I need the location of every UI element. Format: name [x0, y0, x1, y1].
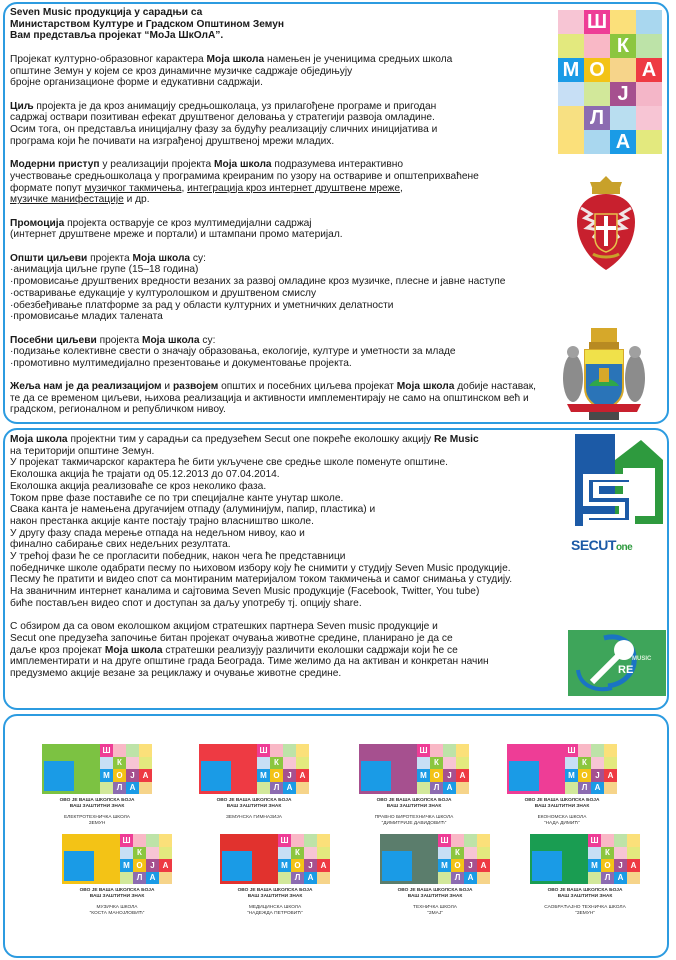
badge-mosaic-tile: А	[604, 769, 617, 782]
badge-card	[507, 744, 617, 794]
badge-mosaic-tile	[146, 834, 159, 847]
logo-letter: Ј	[610, 82, 636, 106]
logo-tile	[636, 82, 662, 106]
general-goal-item: ·промовисање младих талената	[10, 311, 163, 323]
badge-mosaic-tile	[159, 872, 172, 885]
badge-mosaic-tile	[464, 847, 477, 860]
badge-mosaic-tile: А	[283, 782, 296, 795]
link-social-integration[interactable]: интеграција кроз интернет друштвене мреже	[187, 182, 401, 194]
badge-mosaic-tile	[296, 744, 309, 757]
badge-mosaic-tile: О	[601, 859, 614, 872]
badge-mosaic-tile: О	[133, 859, 146, 872]
closing-line: Secut one предузећа започиње битан пројекат очувања животне средине, планирано је да се	[10, 632, 453, 644]
school-badge	[35, 744, 159, 827]
badge-card	[530, 834, 640, 884]
badge-mosaic-tile	[317, 834, 330, 847]
re-music-line: финално сабирање свих недељних резултата.	[10, 539, 231, 551]
badge-mosaic-tile	[604, 782, 617, 795]
promo-line-2: (интернет друштвене мреже и портали) и штампани промо материјал.	[10, 229, 343, 241]
re-music-line: Еколошка акција реализоваће се кроз неколико фаза.	[10, 480, 267, 492]
project-intro-panel	[3, 2, 669, 424]
badge-mosaic-tile: Л	[113, 782, 126, 795]
secut-wordmark: SECUTone	[571, 537, 633, 553]
badge-mosaic-tile: М	[417, 769, 430, 782]
closing-line: предузмемо акције везане за рециклажу и очување животне средине.	[10, 668, 342, 680]
badge-mosaic-tile: М	[120, 859, 133, 872]
badge-mosaic-tile: М	[565, 769, 578, 782]
badge-mosaic-tile	[591, 757, 604, 770]
badge-caption: ОВО ЈЕ ВАША ШКОЛСКА БОЈА ВАШ ЗАШТИТНИ ЗНАК	[237, 888, 313, 899]
badge-mosaic-tile	[578, 744, 591, 757]
badge-mosaic-tile: К	[133, 847, 146, 860]
badge-mosaic-tile: Ј	[591, 769, 604, 782]
logo-letter: О	[584, 58, 610, 82]
badge-mosaic	[438, 834, 490, 884]
badge-mosaic-tile	[456, 782, 469, 795]
serbia-coat-of-arms-icon	[573, 174, 639, 274]
logo-tile	[584, 34, 610, 58]
badge-blue-square	[222, 851, 252, 881]
badge-mosaic-tile: О	[430, 769, 443, 782]
para1-line-2: општине Земун у којем се кроз динамичне музичке садржаје обједињују	[10, 65, 353, 77]
badge-mosaic-tile: Л	[430, 782, 443, 795]
closing-line: имплементирати и на друге општине града Београда. Тиме желимо да на активан и конкретан начин	[10, 656, 489, 668]
badge-blue-square	[201, 761, 231, 791]
badge-mosaic-tile	[296, 782, 309, 795]
intro-line-2: Министарством Културе и Градском Општином Земун	[10, 18, 285, 30]
school-badge	[192, 744, 316, 821]
badge-mosaic-tile: М	[278, 859, 291, 872]
badge-mosaic-tile	[270, 744, 283, 757]
badge-mosaic-tile: К	[578, 757, 591, 770]
school-badge	[352, 744, 476, 827]
badge-mosaic-tile	[159, 847, 172, 860]
badge-mosaic-tile: Л	[601, 872, 614, 885]
badge-mosaic-tile: К	[451, 847, 464, 860]
badge-mosaic-tile	[317, 847, 330, 860]
badge-mosaic-tile: Ш	[278, 834, 291, 847]
badge-mosaic-tile: Ј	[283, 769, 296, 782]
badge-mosaic-tile: Ј	[146, 859, 159, 872]
badge-mosaic-tile: Л	[578, 782, 591, 795]
re-music-line: На званичним интернет каналима и сајтовима Seven Music продукције (Facebook, Twitter, You tube)	[10, 586, 480, 598]
logo-tile	[636, 10, 662, 34]
logo-letter: А	[636, 58, 662, 82]
goal-line-4: програма који ће почивати на изграђеној друштвеној мрежи младих.	[10, 135, 335, 147]
badge-mosaic-tile: Ш	[257, 744, 270, 757]
badge-mosaic	[100, 744, 152, 794]
badge-mosaic	[257, 744, 309, 794]
badge-mosaic-tile: О	[451, 859, 464, 872]
badge-caption: ОВО ЈЕ ВАША ШКОЛСКА БОЈА ВАШ ЗАШТИТНИ ЗНАК	[59, 798, 135, 809]
badge-mosaic	[565, 744, 617, 794]
badge-mosaic-tile	[477, 847, 490, 860]
badge-mosaic-tile	[139, 757, 152, 770]
badge-mosaic-tile	[146, 847, 159, 860]
badge-mosaic-tile: М	[588, 859, 601, 872]
badge-caption: ОВО ЈЕ ВАША ШКОЛСКА БОЈА ВАШ ЗАШТИТНИ ЗНАК	[547, 888, 623, 899]
logo-tile	[610, 106, 636, 130]
secut-one-logo	[571, 434, 663, 556]
badge-mosaic-tile: О	[578, 769, 591, 782]
goal-line-3: Осим тога, он представља иницијалну фазу за будућу реализацију сличних иницијатива и	[10, 124, 438, 135]
logo-tile	[610, 10, 636, 34]
badge-mosaic-tile	[120, 872, 133, 885]
badge-mosaic-tile: Ј	[304, 859, 317, 872]
badge-mosaic-tile	[257, 757, 270, 770]
re-music-line: биће постављен видео спот и доступан за даљу употребу тј. опцију share.	[10, 597, 362, 609]
badge-mosaic-tile: Ј	[443, 769, 456, 782]
badge-mosaic-tile: Ш	[588, 834, 601, 847]
badge-mosaic-tile: А	[126, 782, 139, 795]
badge-mosaic-tile	[438, 872, 451, 885]
re-music-panel	[3, 428, 669, 710]
badge-blue-square	[509, 761, 539, 791]
modern-line-2: учествовање средњошколаца у програмима креираним по узору на оствариве и општеприхваћене	[10, 170, 479, 182]
badge-mosaic-tile: А	[296, 769, 309, 782]
re-music-line: У другу фазу спада мерење отпада на недељном нивоу, као и	[10, 527, 305, 539]
goal-line-2: садржај оствари позитиван ефекат друштвеног деловања у стратегији развоја омладине.	[10, 112, 435, 124]
badge-mosaic-tile	[456, 757, 469, 770]
badge-school-name: САОБРАЋАЈНО ТЕХНИЧКА ШКОЛА “ЗЕМУН”	[544, 905, 626, 916]
badge-mosaic-tile	[477, 872, 490, 885]
link-music-manifestations[interactable]: музичке манифестације	[10, 194, 124, 206]
school-badge	[213, 834, 337, 917]
badge-mosaic-tile	[565, 782, 578, 795]
re-music-line: Свака канта је намењена другачијем отпаду (алуминијум, папир, пластика) и	[10, 504, 376, 516]
badge-school-name: ТЕХНИЧКА ШКОЛА “ЗМАЈ”	[413, 905, 457, 916]
badge-mosaic-tile	[591, 744, 604, 757]
secut-building-icon	[571, 434, 663, 530]
promo-line-1: Промоција пројекта остварује се кроз мултимедијални садржај	[10, 217, 312, 229]
school-badge	[55, 834, 179, 917]
badge-mosaic-tile: Ш	[438, 834, 451, 847]
logo-letter: Ш	[584, 10, 610, 34]
logo-letter: А	[610, 130, 636, 154]
badge-mosaic-tile	[443, 757, 456, 770]
badge-school-name: ПРАВНО БИРОТЕХНИЧКА ШКОЛА “ДИМИТРИЈЕ ДАВИДОВИЋ”	[374, 815, 454, 826]
badge-mosaic-tile: А	[591, 782, 604, 795]
badge-mosaic-tile: А	[317, 859, 330, 872]
special-goal-item: ·подизање колективне свести о значају образовања, екологије, културе и уметности за младе	[10, 346, 456, 358]
badge-mosaic-tile	[417, 782, 430, 795]
re-music-line: на територији општине Земун.	[10, 445, 155, 457]
badge-mosaic-tile	[283, 757, 296, 770]
microphone-icon	[568, 630, 666, 696]
wish-line-1: Жеља нам је да реализацијом и развојем општих и посебних циљева пројекат Моја школа добије наставак,	[10, 381, 536, 392]
logo-tile	[636, 130, 662, 154]
general-goals-heading: Општи циљеви пројекта Моја школа су:	[10, 252, 206, 264]
badge-mosaic-tile	[627, 834, 640, 847]
badge-mosaic-tile: Ш	[417, 744, 430, 757]
badge-mosaic-tile: А	[304, 872, 317, 885]
badge-mosaic-tile	[477, 834, 490, 847]
badge-blue-square	[44, 761, 74, 791]
badge-mosaic-tile: О	[113, 769, 126, 782]
re-music-line: након престанка акције канте постају трајно власништво школе.	[10, 515, 314, 527]
badge-mosaic-tile: К	[430, 757, 443, 770]
re-music-line-1: Моја школа пројектни тим у сарадњи са предузећем Secut one покреће еколошку акцију Re Music	[10, 434, 479, 445]
badge-mosaic-tile: Л	[270, 782, 283, 795]
badge-mosaic	[120, 834, 172, 884]
badge-mosaic-tile	[438, 847, 451, 860]
logo-letter: К	[610, 34, 636, 58]
badge-mosaic-tile	[126, 757, 139, 770]
badge-mosaic-tile: А	[627, 859, 640, 872]
intro-line-3: Вам представља пројекат “МоЈа ШкОлА”.	[10, 30, 224, 42]
badge-mosaic-tile: А	[139, 769, 152, 782]
badge-mosaic-tile	[430, 744, 443, 757]
badge-mosaic-tile	[133, 834, 146, 847]
badge-card	[62, 834, 172, 884]
re-music-re-label: RE	[618, 664, 634, 676]
badge-mosaic-tile	[627, 872, 640, 885]
re-music-line: Песму ће пратити и видео спот са монтираним материјалом током такмичења и самог снимања у студију.	[10, 574, 513, 586]
logo-tile	[584, 130, 610, 154]
badge-mosaic-tile	[601, 834, 614, 847]
wish-line-3: градском, регионалном и републичком нивоу.	[10, 404, 226, 416]
badge-mosaic-tile	[604, 744, 617, 757]
badge-mosaic-tile	[278, 872, 291, 885]
school-badge	[373, 834, 497, 917]
zemun-coat-of-arms-icon	[561, 326, 647, 422]
logo-letter: М	[558, 58, 584, 82]
badge-mosaic-tile	[443, 744, 456, 757]
badge-mosaic-tile	[588, 847, 601, 860]
badge-mosaic-tile: Ш	[100, 744, 113, 757]
badge-mosaic-tile	[257, 782, 270, 795]
badge-mosaic-tile	[139, 782, 152, 795]
badge-mosaic-tile: М	[438, 859, 451, 872]
logo-letter: Л	[584, 106, 610, 130]
moja-skola-logo	[558, 10, 662, 154]
badge-mosaic-tile: Л	[133, 872, 146, 885]
school-badges-panel	[3, 714, 669, 958]
general-goal-item: ·обезбеђивање платформе за рад у области културних и уметничких делатности	[10, 299, 394, 311]
school-badge	[500, 744, 624, 827]
re-music-line: победничке школе одабрати песму по њиховом избору коју ће снимити у студију Seven Music продукције.	[10, 562, 511, 574]
badge-mosaic	[588, 834, 640, 884]
badge-blue-square	[64, 851, 94, 881]
badge-mosaic-tile: О	[270, 769, 283, 782]
logo-tile	[584, 82, 610, 106]
special-goal-item: ·промотивно мултимедијално презентовање и документовање пројекта.	[10, 358, 352, 369]
re-music-line: Еколошка акција ће трајати од 05.12.2013 до 07.04.2014.	[10, 469, 280, 481]
badge-mosaic	[417, 744, 469, 794]
badge-mosaic-tile	[100, 757, 113, 770]
re-music-logo	[568, 630, 666, 696]
badge-mosaic-tile	[604, 757, 617, 770]
badge-school-name: МЕДИЦИНСКА ШКОЛА “НАДЕЖДА ПЕТРОВИЋ”	[247, 905, 303, 916]
badge-mosaic-tile: А	[159, 859, 172, 872]
badge-caption: ОВО ЈЕ ВАША ШКОЛСКА БОЈА ВАШ ЗАШТИТНИ ЗНАК	[216, 798, 292, 809]
badge-mosaic-tile: А	[477, 859, 490, 872]
badge-mosaic-tile	[627, 847, 640, 860]
badge-card	[199, 744, 309, 794]
badge-card	[42, 744, 152, 794]
badge-mosaic-tile: Ј	[126, 769, 139, 782]
badge-mosaic-tile: К	[601, 847, 614, 860]
re-music-line: У пројекат такмичарског карактера ће бити укључене све средње школе поменуте општине.	[10, 457, 448, 469]
badge-mosaic-tile	[283, 744, 296, 757]
badge-mosaic-tile: М	[100, 769, 113, 782]
general-goal-item: ·анимација циљне групе (15–18 година)	[10, 264, 199, 276]
special-goals-heading: Посебни циљеви пројекта Моја школа су:	[10, 334, 216, 346]
badge-mosaic-tile	[614, 834, 627, 847]
logo-tile	[636, 106, 662, 130]
badge-mosaic-tile: А	[456, 769, 469, 782]
closing-line: С обзиром да са овом еколошком акцијом стратешких партнера Seven music продукције и	[10, 621, 438, 633]
badge-mosaic-tile	[120, 847, 133, 860]
wish-line-2: те да се временом циљеви, њихова реализација и активности имплементирају не само на општинском већ и	[10, 392, 529, 404]
badge-school-name: МУЗИЧКА ШКОЛА “КОСТА МАНОЈЛОВИЋ”	[89, 905, 145, 916]
para1-line-3: бројне организационе форме и едукативни садржаји.	[10, 77, 263, 89]
badge-mosaic-tile	[565, 757, 578, 770]
goal-line-1: Циљ пројекта је да кроз анимацију средњошколаца, уз прилагођене програме и пригодан	[10, 100, 437, 112]
general-goal-item: ·остваривање едукације у културолошком и друштвеном смислу	[10, 287, 317, 299]
badge-mosaic-tile: К	[113, 757, 126, 770]
badge-school-name: ЗЕМУНСКА ГИМНАЗИЈА	[226, 815, 282, 820]
badge-card	[359, 744, 469, 794]
re-music-text	[10, 434, 580, 680]
badge-mosaic-tile	[417, 757, 430, 770]
badge-mosaic-tile: А	[146, 872, 159, 885]
badge-mosaic-tile: Ш	[120, 834, 133, 847]
badge-mosaic-tile	[451, 834, 464, 847]
badge-mosaic-tile	[304, 847, 317, 860]
badge-caption: ОВО ЈЕ ВАША ШКОЛСКА БОЈА ВАШ ЗАШТИТНИ ЗНАК	[397, 888, 473, 899]
logo-tile	[558, 10, 584, 34]
re-music-line: Током прве фазе поставиће се по три специјалне канте унутар школе.	[10, 492, 344, 504]
badge-mosaic-tile	[100, 782, 113, 795]
badge-mosaic-tile	[296, 757, 309, 770]
intro-text	[10, 7, 550, 381]
school-badge	[523, 834, 647, 917]
badge-mosaic-tile: А	[443, 782, 456, 795]
badge-mosaic-tile: Л	[451, 872, 464, 885]
badge-blue-square	[382, 851, 412, 881]
closing-line: даље кроз пројекат Моја школа стратешки реализују различити еколошки садржаји који ће се	[10, 644, 458, 656]
badge-mosaic-tile: К	[270, 757, 283, 770]
badge-school-name: ЕЛЕКТРОТЕХНИЧКА ШКОЛА ЗЕМУН	[63, 815, 131, 826]
badge-caption: ОВО ЈЕ ВАША ШКОЛСКА БОЈА ВАШ ЗАШТИТНИ ЗНАК	[376, 798, 452, 809]
badge-card	[380, 834, 490, 884]
badge-mosaic-tile: К	[291, 847, 304, 860]
badge-mosaic-tile: А	[614, 872, 627, 885]
badge-mosaic-tile: Ш	[565, 744, 578, 757]
link-music-competition[interactable]: музичког такмичења	[84, 182, 182, 194]
badge-mosaic-tile	[126, 744, 139, 757]
badge-mosaic-tile	[291, 834, 304, 847]
badge-mosaic-tile: Л	[291, 872, 304, 885]
badge-mosaic-tile	[464, 834, 477, 847]
badge-school-name: ЕКОНОМСКА ШКОЛА “НАДА ДИМИЋ”	[537, 815, 587, 826]
logo-tile	[558, 34, 584, 58]
re-music-line: У трећој фази ће се прогласити победник, након чега ће представници	[10, 551, 346, 563]
badge-mosaic-tile	[113, 744, 126, 757]
logo-tile	[558, 82, 584, 106]
badge-mosaic-tile	[304, 834, 317, 847]
logo-tile	[558, 130, 584, 154]
badge-mosaic-tile	[139, 744, 152, 757]
badge-mosaic-tile: О	[291, 859, 304, 872]
badge-card	[220, 834, 330, 884]
modern-line-1: Модерни приступ у реализацији пројекта Моја школа подразумева интерактивно	[10, 159, 404, 171]
badge-mosaic-tile	[317, 872, 330, 885]
badge-mosaic-tile	[278, 847, 291, 860]
badge-mosaic-tile: М	[257, 769, 270, 782]
badge-caption: ОВО ЈЕ ВАША ШКОЛСКА БОЈА ВАШ ЗАШТИТНИ ЗНАК	[524, 798, 600, 809]
modern-line-4: музичке манифестације и др.	[10, 194, 150, 206]
logo-tile	[636, 34, 662, 58]
badge-mosaic-tile	[614, 847, 627, 860]
badge-mosaic-tile: А	[464, 872, 477, 885]
badge-mosaic-tile	[456, 744, 469, 757]
logo-tile	[610, 58, 636, 82]
badge-caption: ОВО ЈЕ ВАША ШКОЛСКА БОЈА ВАШ ЗАШТИТНИ ЗНАК	[79, 888, 155, 899]
general-goal-item: ·промовисање друштвених вредности везаних за развој омладине кроз музичке, плесне и јавне наступе	[10, 276, 506, 288]
intro-line-1: Seven Music продукција у сарадњи са	[10, 7, 203, 18]
re-music-music-label: MUSIC	[632, 656, 652, 662]
badge-mosaic-tile	[159, 834, 172, 847]
badge-blue-square	[532, 851, 562, 881]
badge-mosaic	[278, 834, 330, 884]
badge-mosaic-tile: Ј	[464, 859, 477, 872]
logo-tile	[558, 106, 584, 130]
badge-mosaic-tile: Ј	[614, 859, 627, 872]
badge-blue-square	[361, 761, 391, 791]
modern-line-3: формате попут музичког такмичења, интеграција кроз интернет друштвене мреже,	[10, 182, 403, 194]
para1-line-1: Пројекат културно-образовног карактера Моја школа намењен је ученицима средњих школа	[10, 53, 453, 65]
badge-mosaic-tile	[588, 872, 601, 885]
